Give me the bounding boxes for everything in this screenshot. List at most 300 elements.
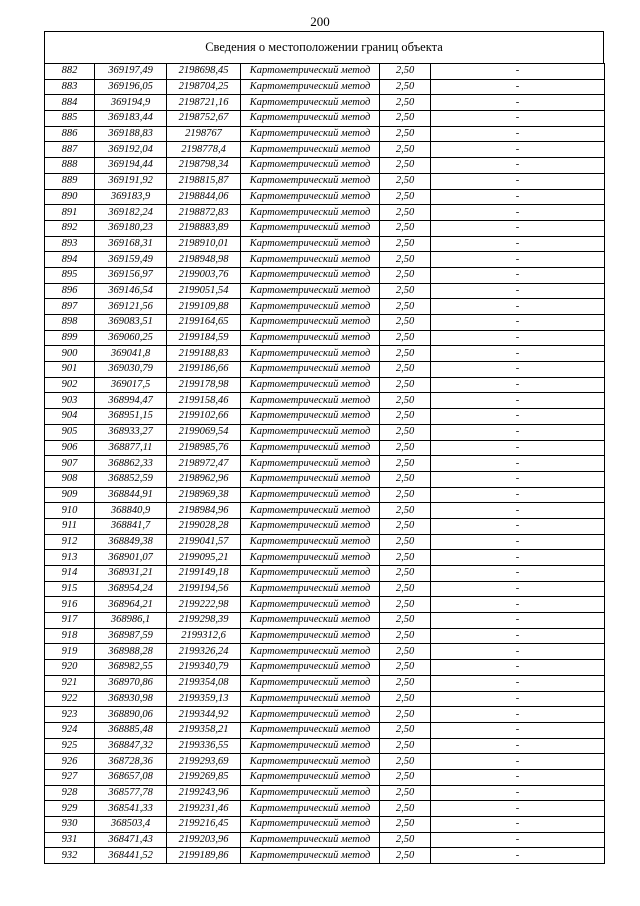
description-cell: -: [431, 503, 605, 519]
y-coordinate-cell: 2199051,54: [167, 283, 241, 299]
accuracy-cell: 2,50: [380, 440, 431, 456]
accuracy-cell: 2,50: [380, 675, 431, 691]
method-cell: Картометрический метод: [241, 675, 380, 691]
accuracy-cell: 2,50: [380, 456, 431, 472]
table-row: [45, 362, 605, 378]
x-coordinate-cell: 368931,21: [95, 566, 167, 582]
table-row: [45, 409, 605, 425]
accuracy-cell: 2,50: [380, 173, 431, 189]
point-number-cell: 905: [45, 424, 95, 440]
x-coordinate-cell: 369188,83: [95, 126, 167, 142]
method-cell: Картометрический метод: [241, 111, 380, 127]
point-number-cell: 923: [45, 707, 95, 723]
point-number-cell: 915: [45, 581, 95, 597]
table-row: [45, 64, 605, 80]
description-cell: -: [431, 440, 605, 456]
x-coordinate-cell: 368844,91: [95, 487, 167, 503]
point-number-cell: 896: [45, 283, 95, 299]
x-coordinate-cell: 368847,32: [95, 738, 167, 754]
method-cell: Картометрический метод: [241, 79, 380, 95]
table-row: [45, 722, 605, 738]
y-coordinate-cell: 2199188,83: [167, 346, 241, 362]
y-coordinate-cell: 2199102,66: [167, 409, 241, 425]
point-number-cell: 884: [45, 95, 95, 111]
point-number-cell: 912: [45, 534, 95, 550]
point-number-cell: 889: [45, 173, 95, 189]
accuracy-cell: 2,50: [380, 817, 431, 833]
method-cell: Картометрический метод: [241, 691, 380, 707]
y-coordinate-cell: 2198985,76: [167, 440, 241, 456]
y-coordinate-cell: 2198704,25: [167, 79, 241, 95]
method-cell: Картометрический метод: [241, 283, 380, 299]
point-number-cell: 920: [45, 660, 95, 676]
description-cell: -: [431, 769, 605, 785]
accuracy-cell: 2,50: [380, 362, 431, 378]
x-coordinate-cell: 368877,11: [95, 440, 167, 456]
table-row: [45, 456, 605, 472]
description-cell: -: [431, 299, 605, 315]
description-cell: -: [431, 456, 605, 472]
accuracy-cell: 2,50: [380, 377, 431, 393]
description-cell: -: [431, 518, 605, 534]
method-cell: Картометрический метод: [241, 471, 380, 487]
method-cell: Картометрический метод: [241, 769, 380, 785]
method-cell: Картометрический метод: [241, 189, 380, 205]
description-cell: -: [431, 79, 605, 95]
table-row: [45, 566, 605, 582]
method-cell: Картометрический метод: [241, 330, 380, 346]
accuracy-cell: 2,50: [380, 785, 431, 801]
y-coordinate-cell: 2199336,55: [167, 738, 241, 754]
accuracy-cell: 2,50: [380, 581, 431, 597]
table-row: [45, 377, 605, 393]
table-row: [45, 189, 605, 205]
point-number-cell: 906: [45, 440, 95, 456]
y-coordinate-cell: 2199149,18: [167, 566, 241, 582]
table-row: [45, 220, 605, 236]
point-number-cell: 900: [45, 346, 95, 362]
x-coordinate-cell: 369182,24: [95, 205, 167, 221]
table-header-frame: [44, 31, 604, 64]
description-cell: -: [431, 707, 605, 723]
y-coordinate-cell: 2198798,34: [167, 158, 241, 174]
method-cell: Картометрический метод: [241, 581, 380, 597]
point-number-cell: 902: [45, 377, 95, 393]
method-cell: Картометрический метод: [241, 754, 380, 770]
accuracy-cell: 2,50: [380, 769, 431, 785]
y-coordinate-cell: 2199194,56: [167, 581, 241, 597]
description-cell: -: [431, 581, 605, 597]
accuracy-cell: 2,50: [380, 487, 431, 503]
y-coordinate-cell: 2199041,57: [167, 534, 241, 550]
accuracy-cell: 2,50: [380, 267, 431, 283]
table-row: [45, 315, 605, 331]
description-cell: -: [431, 722, 605, 738]
method-cell: Картометрический метод: [241, 534, 380, 550]
accuracy-cell: 2,50: [380, 848, 431, 864]
y-coordinate-cell: 2199269,85: [167, 769, 241, 785]
point-number-cell: 887: [45, 142, 95, 158]
accuracy-cell: 2,50: [380, 79, 431, 95]
point-number-cell: 882: [45, 64, 95, 80]
description-cell: -: [431, 126, 605, 142]
point-number-cell: 883: [45, 79, 95, 95]
y-coordinate-cell: 2198778,4: [167, 142, 241, 158]
method-cell: Картометрический метод: [241, 377, 380, 393]
point-number-cell: 930: [45, 817, 95, 833]
y-coordinate-cell: 2199109,88: [167, 299, 241, 315]
point-number-cell: 918: [45, 628, 95, 644]
accuracy-cell: 2,50: [380, 503, 431, 519]
x-coordinate-cell: 368933,27: [95, 424, 167, 440]
description-cell: -: [431, 220, 605, 236]
description-cell: -: [431, 550, 605, 566]
table-row: [45, 393, 605, 409]
x-coordinate-cell: 368901,07: [95, 550, 167, 566]
description-cell: -: [431, 330, 605, 346]
table-row: [45, 205, 605, 221]
point-number-cell: 925: [45, 738, 95, 754]
table-row: [45, 550, 605, 566]
accuracy-cell: 2,50: [380, 471, 431, 487]
method-cell: Картометрический метод: [241, 644, 380, 660]
table-row: [45, 252, 605, 268]
point-number-cell: 909: [45, 487, 95, 503]
point-number-cell: 904: [45, 409, 95, 425]
x-coordinate-cell: 369121,56: [95, 299, 167, 315]
table-row: [45, 471, 605, 487]
x-coordinate-cell: 368986,1: [95, 613, 167, 629]
x-coordinate-cell: 368987,59: [95, 628, 167, 644]
y-coordinate-cell: 2199178,98: [167, 377, 241, 393]
y-coordinate-cell: 2198698,45: [167, 64, 241, 80]
description-cell: -: [431, 189, 605, 205]
point-number-cell: 899: [45, 330, 95, 346]
description-cell: -: [431, 738, 605, 754]
description-cell: -: [431, 691, 605, 707]
point-number-cell: 927: [45, 769, 95, 785]
point-number-cell: 901: [45, 362, 95, 378]
table-row: [45, 534, 605, 550]
point-number-cell: 919: [45, 644, 95, 660]
method-cell: Картометрический метод: [241, 409, 380, 425]
y-coordinate-cell: 2199298,39: [167, 613, 241, 629]
table-row: [45, 832, 605, 848]
accuracy-cell: 2,50: [380, 315, 431, 331]
y-coordinate-cell: 2199358,21: [167, 722, 241, 738]
point-number-cell: 911: [45, 518, 95, 534]
method-cell: Картометрический метод: [241, 126, 380, 142]
method-cell: Картометрический метод: [241, 299, 380, 315]
accuracy-cell: 2,50: [380, 660, 431, 676]
description-cell: -: [431, 424, 605, 440]
y-coordinate-cell: 2199222,98: [167, 597, 241, 613]
table-row: [45, 487, 605, 503]
y-coordinate-cell: 2199028,28: [167, 518, 241, 534]
table-row: [45, 785, 605, 801]
x-coordinate-cell: 368970,86: [95, 675, 167, 691]
table-row: [45, 299, 605, 315]
y-coordinate-cell: 2199069,54: [167, 424, 241, 440]
table-row: [45, 236, 605, 252]
x-coordinate-cell: 369030,79: [95, 362, 167, 378]
page-number: 200: [310, 14, 330, 29]
accuracy-cell: 2,50: [380, 205, 431, 221]
method-cell: Картометрический метод: [241, 173, 380, 189]
description-cell: -: [431, 848, 605, 864]
y-coordinate-cell: 2198721,16: [167, 95, 241, 111]
y-coordinate-cell: 2198984,96: [167, 503, 241, 519]
y-coordinate-cell: 2198910,01: [167, 236, 241, 252]
description-cell: -: [431, 315, 605, 331]
x-coordinate-cell: 368852,59: [95, 471, 167, 487]
x-coordinate-cell: 369159,49: [95, 252, 167, 268]
point-number-cell: 891: [45, 205, 95, 221]
point-number-cell: 926: [45, 754, 95, 770]
point-number-cell: 907: [45, 456, 95, 472]
method-cell: Картометрический метод: [241, 566, 380, 582]
table-row: [45, 346, 605, 362]
method-cell: Картометрический метод: [241, 315, 380, 331]
method-cell: Картометрический метод: [241, 518, 380, 534]
point-number-cell: 931: [45, 832, 95, 848]
method-cell: Картометрический метод: [241, 205, 380, 221]
table-row: [45, 675, 605, 691]
x-coordinate-cell: 368982,55: [95, 660, 167, 676]
accuracy-cell: 2,50: [380, 424, 431, 440]
description-cell: -: [431, 675, 605, 691]
x-coordinate-cell: 368441,52: [95, 848, 167, 864]
x-coordinate-cell: 368862,33: [95, 456, 167, 472]
x-coordinate-cell: 368657,08: [95, 769, 167, 785]
y-coordinate-cell: 2198872,83: [167, 205, 241, 221]
method-cell: Картометрический метод: [241, 158, 380, 174]
description-cell: -: [431, 409, 605, 425]
description-cell: -: [431, 628, 605, 644]
x-coordinate-cell: 369196,05: [95, 79, 167, 95]
x-coordinate-cell: 368930,98: [95, 691, 167, 707]
x-coordinate-cell: 368541,33: [95, 801, 167, 817]
table-row: [45, 691, 605, 707]
description-cell: -: [431, 173, 605, 189]
y-coordinate-cell: 2198752,67: [167, 111, 241, 127]
y-coordinate-cell: 2199293,69: [167, 754, 241, 770]
x-coordinate-cell: 369183,44: [95, 111, 167, 127]
description-cell: -: [431, 393, 605, 409]
description-cell: -: [431, 267, 605, 283]
description-cell: -: [431, 252, 605, 268]
table-row: [45, 95, 605, 111]
table-row: [45, 613, 605, 629]
accuracy-cell: 2,50: [380, 518, 431, 534]
table-row: [45, 597, 605, 613]
method-cell: Картометрический метод: [241, 393, 380, 409]
accuracy-cell: 2,50: [380, 707, 431, 723]
y-coordinate-cell: 2198844,06: [167, 189, 241, 205]
x-coordinate-cell: 368964,21: [95, 597, 167, 613]
x-coordinate-cell: 368840,9: [95, 503, 167, 519]
point-number-cell: 893: [45, 236, 95, 252]
accuracy-cell: 2,50: [380, 64, 431, 80]
description-cell: -: [431, 487, 605, 503]
method-cell: Картометрический метод: [241, 236, 380, 252]
method-cell: Картометрический метод: [241, 503, 380, 519]
x-coordinate-cell: 368885,48: [95, 722, 167, 738]
x-coordinate-cell: 369156,97: [95, 267, 167, 283]
table-row: [45, 848, 605, 864]
x-coordinate-cell: 369194,44: [95, 158, 167, 174]
description-cell: -: [431, 205, 605, 221]
y-coordinate-cell: 2198962,96: [167, 471, 241, 487]
table-title: Сведения о местоположении границ объекта: [205, 40, 443, 54]
y-coordinate-cell: 2199312,6: [167, 628, 241, 644]
description-cell: -: [431, 817, 605, 833]
x-coordinate-cell: 368988,28: [95, 644, 167, 660]
x-coordinate-cell: 368577,78: [95, 785, 167, 801]
point-number-cell: 917: [45, 613, 95, 629]
table-row: [45, 707, 605, 723]
description-cell: -: [431, 362, 605, 378]
description-cell: -: [431, 832, 605, 848]
description-cell: -: [431, 111, 605, 127]
method-cell: Картометрический метод: [241, 785, 380, 801]
table-row: [45, 660, 605, 676]
y-coordinate-cell: 2199095,21: [167, 550, 241, 566]
description-cell: -: [431, 283, 605, 299]
accuracy-cell: 2,50: [380, 346, 431, 362]
table-row: [45, 628, 605, 644]
point-number-cell: 886: [45, 126, 95, 142]
point-number-cell: 921: [45, 675, 95, 691]
y-coordinate-cell: 2199326,24: [167, 644, 241, 660]
table-row: [45, 142, 605, 158]
method-cell: Картометрический метод: [241, 95, 380, 111]
method-cell: Картометрический метод: [241, 142, 380, 158]
method-cell: Картометрический метод: [241, 440, 380, 456]
table-row: [45, 173, 605, 189]
y-coordinate-cell: 2199189,86: [167, 848, 241, 864]
y-coordinate-cell: 2198883,89: [167, 220, 241, 236]
point-number-cell: 916: [45, 597, 95, 613]
y-coordinate-cell: 2199186,66: [167, 362, 241, 378]
description-cell: -: [431, 785, 605, 801]
table-row: [45, 158, 605, 174]
coordinates-table: [44, 63, 605, 864]
description-cell: -: [431, 377, 605, 393]
method-cell: Картометрический метод: [241, 848, 380, 864]
accuracy-cell: 2,50: [380, 126, 431, 142]
method-cell: Картометрический метод: [241, 550, 380, 566]
accuracy-cell: 2,50: [380, 158, 431, 174]
x-coordinate-cell: 368503,4: [95, 817, 167, 833]
method-cell: Картометрический метод: [241, 628, 380, 644]
table-row: [45, 754, 605, 770]
x-coordinate-cell: 369197,49: [95, 64, 167, 80]
point-number-cell: 897: [45, 299, 95, 315]
description-cell: -: [431, 801, 605, 817]
accuracy-cell: 2,50: [380, 832, 431, 848]
accuracy-cell: 2,50: [380, 550, 431, 566]
x-coordinate-cell: 369192,04: [95, 142, 167, 158]
y-coordinate-cell: 2198948,98: [167, 252, 241, 268]
x-coordinate-cell: 369083,51: [95, 315, 167, 331]
point-number-cell: 894: [45, 252, 95, 268]
x-coordinate-cell: 369168,31: [95, 236, 167, 252]
method-cell: Картометрический метод: [241, 267, 380, 283]
point-number-cell: 913: [45, 550, 95, 566]
point-number-cell: 914: [45, 566, 95, 582]
description-cell: -: [431, 597, 605, 613]
method-cell: Картометрический метод: [241, 613, 380, 629]
point-number-cell: 910: [45, 503, 95, 519]
accuracy-cell: 2,50: [380, 613, 431, 629]
y-coordinate-cell: 2199359,13: [167, 691, 241, 707]
accuracy-cell: 2,50: [380, 628, 431, 644]
method-cell: Картометрический метод: [241, 801, 380, 817]
table-row: [45, 581, 605, 597]
y-coordinate-cell: 2198972,47: [167, 456, 241, 472]
table-row: [45, 283, 605, 299]
table-row: [45, 503, 605, 519]
method-cell: Картометрический метод: [241, 346, 380, 362]
y-coordinate-cell: 2199340,79: [167, 660, 241, 676]
x-coordinate-cell: 368951,15: [95, 409, 167, 425]
accuracy-cell: 2,50: [380, 189, 431, 205]
x-coordinate-cell: 369180,23: [95, 220, 167, 236]
accuracy-cell: 2,50: [380, 738, 431, 754]
method-cell: Картометрический метод: [241, 738, 380, 754]
x-coordinate-cell: 369060,25: [95, 330, 167, 346]
method-cell: Картометрический метод: [241, 817, 380, 833]
method-cell: Картометрический метод: [241, 424, 380, 440]
description-cell: -: [431, 64, 605, 80]
x-coordinate-cell: 368728,36: [95, 754, 167, 770]
table-row: [45, 330, 605, 346]
x-coordinate-cell: 369191,92: [95, 173, 167, 189]
table-row: [45, 440, 605, 456]
point-number-cell: 908: [45, 471, 95, 487]
x-coordinate-cell: 368841,7: [95, 518, 167, 534]
description-cell: -: [431, 644, 605, 660]
method-cell: Картометрический метод: [241, 660, 380, 676]
y-coordinate-cell: 2198969,38: [167, 487, 241, 503]
y-coordinate-cell: 2199354,08: [167, 675, 241, 691]
x-coordinate-cell: 368471,43: [95, 832, 167, 848]
x-coordinate-cell: 369146,54: [95, 283, 167, 299]
point-number-cell: 898: [45, 315, 95, 331]
description-cell: -: [431, 236, 605, 252]
description-cell: -: [431, 346, 605, 362]
y-coordinate-cell: 2199231,46: [167, 801, 241, 817]
description-cell: -: [431, 660, 605, 676]
x-coordinate-cell: 368849,38: [95, 534, 167, 550]
accuracy-cell: 2,50: [380, 597, 431, 613]
x-coordinate-cell: 369183,9: [95, 189, 167, 205]
method-cell: Картометрический метод: [241, 722, 380, 738]
method-cell: Картометрический метод: [241, 456, 380, 472]
description-cell: -: [431, 566, 605, 582]
point-number-cell: 890: [45, 189, 95, 205]
accuracy-cell: 2,50: [380, 691, 431, 707]
accuracy-cell: 2,50: [380, 95, 431, 111]
accuracy-cell: 2,50: [380, 252, 431, 268]
description-cell: -: [431, 95, 605, 111]
accuracy-cell: 2,50: [380, 283, 431, 299]
accuracy-cell: 2,50: [380, 236, 431, 252]
y-coordinate-cell: 2199203,96: [167, 832, 241, 848]
x-coordinate-cell: 369017,5: [95, 377, 167, 393]
point-number-cell: 892: [45, 220, 95, 236]
